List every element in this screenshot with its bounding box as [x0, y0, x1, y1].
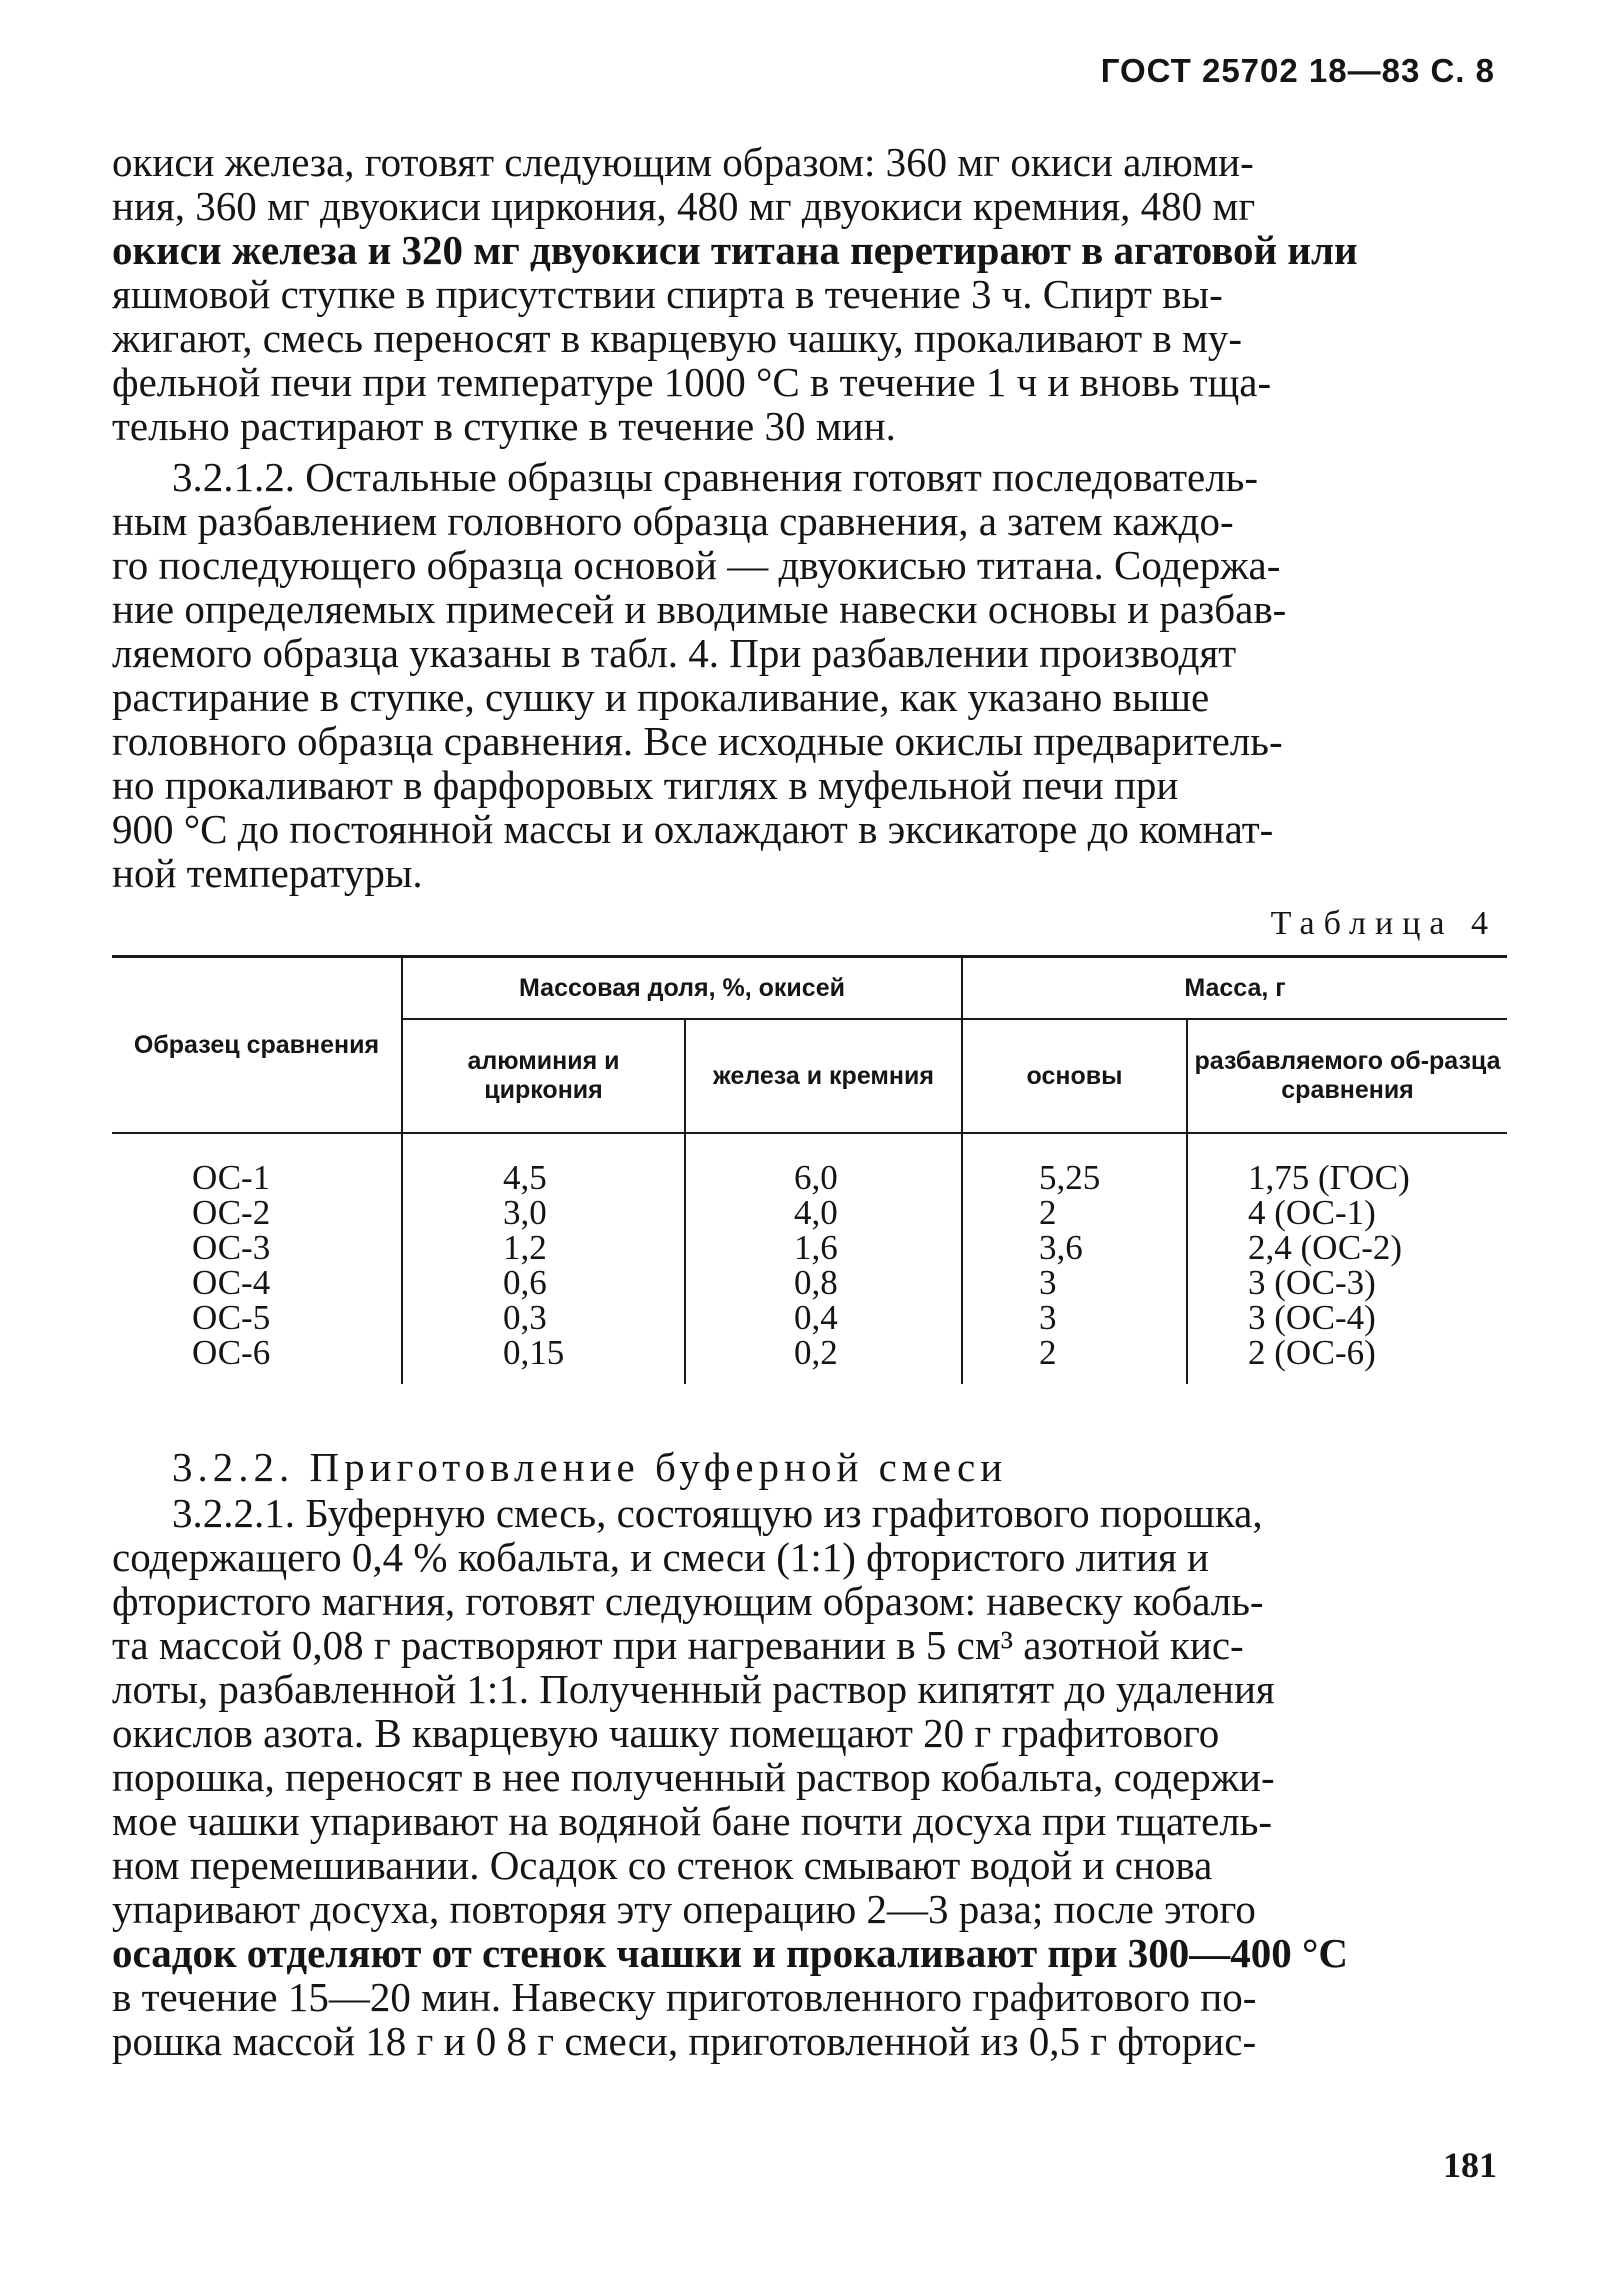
cell-diluted: 3 (ОС-4)	[1187, 1300, 1507, 1335]
text-line: тельно растирают в ступке в течение 30 мин.	[112, 403, 896, 449]
cell-diluted: 1,75 (ГОС)	[1187, 1133, 1507, 1195]
text-line: та массой 0,08 г растворяют при нагревании в 5 см³ азотной кис-	[112, 1622, 1244, 1668]
text-line: яшмовой ступке в присутствии спирта в течение 3 ч. Спирт вы-	[112, 271, 1223, 317]
document-header: ГОСТ 25702 18—83 С. 8	[1100, 52, 1495, 89]
section-3-2-2	[112, 1445, 1507, 2063]
text-line: окиси железа, готовят следующим образом: 360 мг окиси алюми-	[112, 139, 1254, 185]
cell-al-zr: 3,0	[402, 1195, 685, 1230]
cell-base: 5,25	[962, 1133, 1187, 1195]
text-line: ным разбавлением головного образца сравнения, а затем каждо-	[112, 498, 1234, 544]
cell-fe-si: 6,0	[685, 1133, 962, 1195]
table-row	[112, 1230, 1507, 1265]
text-line: но прокаливают в фарфоровых тиглях в муфельной печи при	[112, 762, 1179, 808]
cell-al-zr: 4,5	[402, 1133, 685, 1195]
table-row	[112, 1265, 1507, 1300]
cell-base: 3	[962, 1265, 1187, 1300]
table-row	[112, 1335, 1507, 1384]
text-line: ляемого образца указаны в табл. 4. При разбавлении производят	[112, 630, 1237, 676]
text-line: 900 °С до постоянной массы и охлаждают в эксикаторе до комнат-	[112, 806, 1274, 852]
section-heading: 3.2.2. Приготовление буферной смеси	[172, 1444, 1008, 1490]
table-caption: Таблица 4	[1270, 905, 1497, 942]
header-mass-fraction-group: Массовая доля, %, окисей	[402, 957, 962, 1020]
data-table	[112, 955, 1507, 1384]
cell-fe-si: 0,2	[685, 1335, 962, 1384]
text-line: ном перемешивании. Осадок со стенок смывают водой и снова	[112, 1842, 1213, 1888]
text-line: фельной печи при температуре 1000 °С в течение 1 ч и вновь тща-	[112, 359, 1272, 405]
cell-base: 2	[962, 1195, 1187, 1230]
text-line: осадок отделяют от стенок чашки и прокаливают при 300—400 °С	[112, 1930, 1348, 1976]
cell-sample: ОС-2	[192, 1193, 271, 1232]
cell-fe-si: 0,4	[685, 1300, 962, 1335]
header-fe-si: железа и кремния	[685, 1019, 962, 1133]
header-sample: Образец сравнения	[112, 957, 402, 1134]
cell-fe-si: 0,8	[685, 1265, 962, 1300]
text-line: растирание в ступке, сушку и прокаливание, как указано выше	[112, 674, 1210, 720]
text-line: ние определяемых примесей и вводимые навески основы и разбав-	[112, 586, 1287, 632]
text-line: ния, 360 мг двуокиси циркония, 480 мг двуокиси кремния, 480 мг	[112, 183, 1256, 229]
text-line: го последующего образца основой — двуокисью титана. Содержа-	[112, 542, 1281, 588]
text-line: 3.2.1.2. Остальные образцы сравнения готовят последователь-	[172, 454, 1258, 500]
cell-diluted: 2,4 (ОС-2)	[1187, 1230, 1507, 1265]
cell-sample: ОС-6	[192, 1333, 271, 1372]
cell-diluted: 2 (ОС-6)	[1187, 1335, 1507, 1384]
paragraph-3-2-1-2	[112, 455, 1507, 895]
text-line: фтористого магния, готовят следующим образом: навеску кобаль-	[112, 1578, 1264, 1624]
text-line: лоты, разбавленной 1:1. Полученный раствор кипятят до удаления	[112, 1666, 1275, 1712]
text-line: порошка, переносят в нее полученный раствор кобальта, содержи-	[112, 1754, 1275, 1800]
cell-diluted: 3 (ОС-3)	[1187, 1265, 1507, 1300]
cell-al-zr: 1,2	[402, 1230, 685, 1265]
header-base: основы	[962, 1019, 1187, 1133]
text-line: окислов азота. В кварцевую чашку помещают 20 г графитового	[112, 1710, 1220, 1756]
text-line: жигают, смесь переносят в кварцевую чашку, прокаливают в му-	[112, 315, 1243, 361]
cell-sample: ОС-4	[192, 1263, 271, 1302]
table-4	[112, 955, 1507, 1384]
text-line: в течение 15—20 мин. Навеску приготовленного графитового по-	[112, 1974, 1257, 2020]
cell-diluted: 4 (ОС-1)	[1187, 1195, 1507, 1230]
header-mass-group: Масса, г	[962, 957, 1507, 1020]
cell-al-zr: 0,6	[402, 1265, 685, 1300]
cell-sample: ОС-1	[192, 1158, 271, 1197]
header-diluted: разбавляемого об-разца сравнения	[1187, 1019, 1507, 1133]
cell-base: 3	[962, 1300, 1187, 1335]
text-line: головного образца сравнения. Все исходные окислы предваритель-	[112, 718, 1283, 764]
table-row	[112, 1195, 1507, 1230]
header-al-zr: алюминия и циркония	[402, 1019, 685, 1133]
cell-fe-si: 4,0	[685, 1195, 962, 1230]
text-line: мое чашки упаривают на водяной бане почти досуха при тщатель-	[112, 1798, 1273, 1844]
cell-sample: ОС-5	[192, 1298, 271, 1337]
paragraph-continuation	[112, 140, 1507, 448]
text-line: 3.2.2.1. Буферную смесь, состоящую из графитового порошка,	[172, 1490, 1263, 1536]
table-row	[112, 1300, 1507, 1335]
text-line: рошка массой 18 г и 0 8 г смеси, приготовленной из 0,5 г фторис-	[112, 2018, 1257, 2064]
page-number: 181	[1443, 2145, 1497, 2185]
cell-base: 3,6	[962, 1230, 1187, 1265]
cell-al-zr: 0,15	[402, 1335, 685, 1384]
cell-fe-si: 1,6	[685, 1230, 962, 1265]
text-line: упаривают досуха, повторяя эту операцию 2—3 раза; после этого	[112, 1886, 1256, 1932]
text-line: содержащего 0,4 % кобальта, и смеси (1:1) фтористого лития и	[112, 1534, 1209, 1580]
text-line: окиси железа и 320 мг двуокиси титана перетирают в агатовой или	[112, 227, 1358, 273]
cell-al-zr: 0,3	[402, 1300, 685, 1335]
cell-sample: ОС-3	[192, 1228, 271, 1267]
table-row	[112, 1133, 1507, 1195]
text-line: ной температуры.	[112, 850, 423, 896]
cell-base: 2	[962, 1335, 1187, 1384]
